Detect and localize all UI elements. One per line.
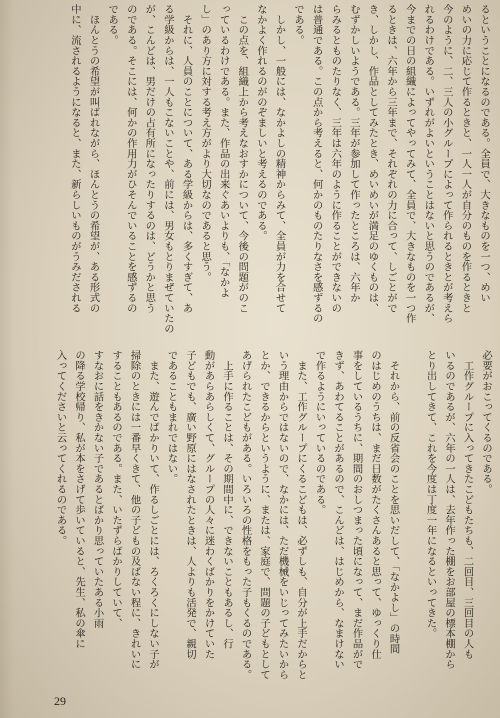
text-column: の降る学校帰り、私が本をさげて歩いていると、先生、私の傘に xyxy=(73,350,85,649)
text-column: るということになるのである。全員で、大きなものを一つ、めい xyxy=(478,4,490,303)
page-number: 29 xyxy=(54,694,66,708)
text-column: いるのであるが、六年の一人は、去年作った棚をお部屋の標本棚から xyxy=(443,350,455,670)
text-column: 上手に作ることは、その期間中に、できないこともあるし、行 xyxy=(221,350,233,649)
text-column: 必要がおこってくるのである。 xyxy=(480,350,492,495)
text-column: いう理由からではないので、なかには、ただ機械をいじってみたいから xyxy=(276,350,289,680)
text-column: のである。そこには、何かの作用力がひそんでいることを感ずるの xyxy=(124,4,137,313)
upper-text-block xyxy=(65,4,493,338)
text-column: 工作グループに入ってきたこどもたちも、二回目、三回目の人も xyxy=(461,350,474,659)
text-column: っているわけである。また、作品の出来ぐあいよりも、「なかよ xyxy=(217,4,230,298)
text-column: あげられたこどもがある。いろいろの性格をもった子もくるのである。 xyxy=(239,350,252,680)
text-column: 今までの日の組織によってやってみて、全員で、大きなものを一つ作 xyxy=(403,4,416,324)
text-column: である。 xyxy=(292,4,305,46)
text-column: むずかしいようである。三年が参加して作ったところは、六年か xyxy=(347,4,360,303)
text-column: 動があらあらしくて、グループの人々に迷わくばかりをかけていた xyxy=(202,350,215,659)
text-column: のはじめのうちは、まだ日数がたくさんあると思って、ゆっくり仕 xyxy=(369,350,381,659)
text-column: 事をしているうちに、期間のおしつまった頃になって、まだ作品がで xyxy=(350,350,363,670)
text-column: は普通である。この点から考えると、何かのものたりなさを感ずるの xyxy=(310,4,323,324)
text-column: で作るようにいっているのである。 xyxy=(313,350,326,515)
text-column: それから、前の反省会のことを思いだして、「なかよし」の時間 xyxy=(387,350,400,654)
text-column: き、しかし、作品としてみたとき、めいめいが満足のゆくものは、 xyxy=(366,4,379,313)
text-column: 今のように、二、三人の小グループによって作られるときとが考えら xyxy=(440,4,453,324)
text-column: れるわけである。いずれがよいということはないと思うのであるが、 xyxy=(422,4,435,324)
text-column: であることもまれではない。 xyxy=(165,350,178,484)
text-column: 入ってくださいと云ってくれるのである。 xyxy=(54,350,67,546)
text-column: 子どもでも、廣い野原にはなされたときは、人よりも活発で、親切 xyxy=(184,350,196,659)
lower-text-block xyxy=(51,350,495,702)
text-column: し」のあり方に対する考え方がより大切なのであると思う。 xyxy=(199,4,212,283)
text-column: である。 xyxy=(106,4,119,46)
text-column: また、工作グループにくるこどもは、必ずしも、自分が上手だからと xyxy=(295,350,307,680)
text-column: すなおに話をきかない子であるとばかり思っていたある小雨 xyxy=(91,350,104,629)
text-column: することもあるのである。また、いたずらばかりしていて、 xyxy=(110,350,122,629)
text-column: この点を、組織上から考えなおすかについて、今後の問題がのこ xyxy=(236,4,249,313)
text-column: なかよく作れるのがのぞましいと考えるのである。 xyxy=(254,4,267,241)
text-column: が、こんどは、男だけの占有所になったりするのは、どうかと思う xyxy=(143,4,156,313)
text-column: また、遊んでばかりいて、作るしごとには、ろくろくにしない子が xyxy=(147,350,159,670)
text-column: ほんとうの希望が叫ばれながら、ほんとうの希望が、ある形式の xyxy=(87,4,100,313)
text-column: きず、あわてることがあるので、こんどは、はじめから、なまけない xyxy=(332,350,344,670)
text-column: らみるとものたりなく、三年は六年のように作ることができないの xyxy=(329,4,342,313)
text-column: 掃除のときには一番早くきて、他の子どもの及ばない程に、きれいに xyxy=(128,350,141,670)
text-column: とり出してきて、これを今度は丁度一年になるといってきた。 xyxy=(424,350,437,639)
text-column: それに、人員のことについて、ある学級からは、多くすぎて、あ xyxy=(180,4,193,313)
text-column: 中に、流されるようになると、また、新らしいものがうみだされる xyxy=(68,4,81,313)
text-column: る学級からは、一人もこないことや、前には、男女もとりまぜていたの xyxy=(161,4,174,334)
text-column: とか、できるからというように、または、家庭で、問題の子どもとして xyxy=(258,350,270,680)
text-column: るときは、六年から三年まで、それぞれの力に合って、しごとがで xyxy=(385,4,398,313)
text-column: めいの力に応じて作るときと、一人一人が自分のものを作るときと xyxy=(459,4,472,313)
text-column: しかし、一般には、なかよしの精神からみて、全員が力を合せて xyxy=(273,4,286,313)
